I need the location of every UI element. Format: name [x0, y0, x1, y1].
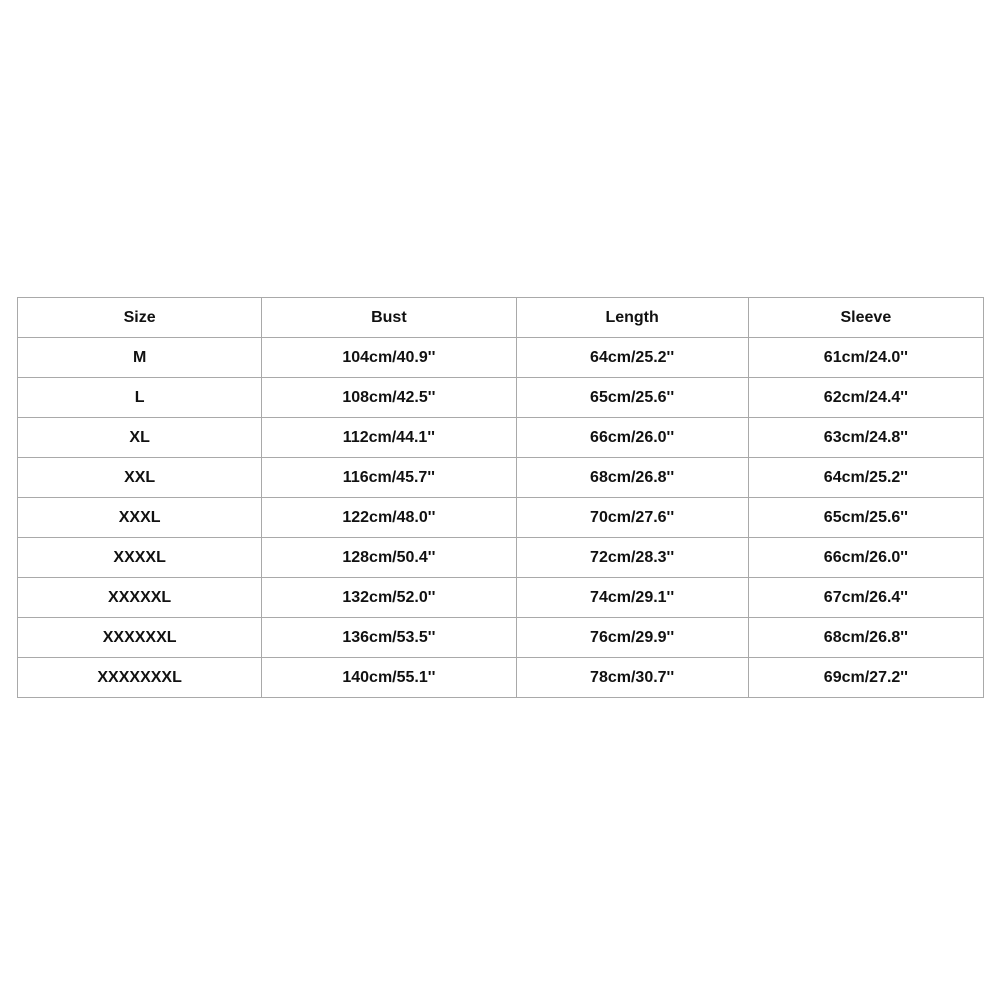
- sleeve-cell: 61cm/24.0'': [748, 338, 983, 378]
- header-sleeve: Sleeve: [748, 298, 983, 338]
- header-length: Length: [516, 298, 748, 338]
- length-cell: 76cm/29.9'': [516, 618, 748, 658]
- table-row: [18, 658, 984, 698]
- size-cell: XXXL: [18, 498, 262, 538]
- size-cell: M: [18, 338, 262, 378]
- sleeve-cell: 68cm/26.8'': [748, 618, 983, 658]
- length-cell: 70cm/27.6'': [516, 498, 748, 538]
- bust-cell: 112cm/44.1'': [262, 418, 516, 458]
- bust-cell: 140cm/55.1'': [262, 658, 516, 698]
- bust-cell: 108cm/42.5'': [262, 378, 516, 418]
- size-cell: XXXXXXL: [18, 618, 262, 658]
- size-cell: XXXXXXXL: [18, 658, 262, 698]
- table-row: [18, 418, 984, 458]
- bust-cell: 116cm/45.7'': [262, 458, 516, 498]
- length-cell: 68cm/26.8'': [516, 458, 748, 498]
- table-row: [18, 538, 984, 578]
- size-cell: L: [18, 378, 262, 418]
- bust-cell: 132cm/52.0'': [262, 578, 516, 618]
- bust-cell: 122cm/48.0'': [262, 498, 516, 538]
- sleeve-cell: 65cm/25.6'': [748, 498, 983, 538]
- size-cell: XXXXL: [18, 538, 262, 578]
- length-cell: 64cm/25.2'': [516, 338, 748, 378]
- header-row: [18, 298, 984, 338]
- table-row: [18, 338, 984, 378]
- table-row: [18, 498, 984, 538]
- sleeve-cell: 69cm/27.2'': [748, 658, 983, 698]
- size-cell: XXL: [18, 458, 262, 498]
- size-chart-header: [18, 298, 984, 338]
- bust-cell: 128cm/50.4'': [262, 538, 516, 578]
- sleeve-cell: 67cm/26.4'': [748, 578, 983, 618]
- length-cell: 74cm/29.1'': [516, 578, 748, 618]
- size-cell: XL: [18, 418, 262, 458]
- size-chart-table: [17, 297, 984, 698]
- table-row: [18, 578, 984, 618]
- header-bust: Bust: [262, 298, 516, 338]
- header-size: Size: [18, 298, 262, 338]
- length-cell: 78cm/30.7'': [516, 658, 748, 698]
- table-row: [18, 458, 984, 498]
- table-row: [18, 378, 984, 418]
- length-cell: 72cm/28.3'': [516, 538, 748, 578]
- sleeve-cell: 64cm/25.2'': [748, 458, 983, 498]
- length-cell: 65cm/25.6'': [516, 378, 748, 418]
- sleeve-cell: 62cm/24.4'': [748, 378, 983, 418]
- size-cell: XXXXXL: [18, 578, 262, 618]
- bust-cell: 104cm/40.9'': [262, 338, 516, 378]
- size-chart-body: [18, 338, 984, 698]
- sleeve-cell: 66cm/26.0'': [748, 538, 983, 578]
- bust-cell: 136cm/53.5'': [262, 618, 516, 658]
- sleeve-cell: 63cm/24.8'': [748, 418, 983, 458]
- length-cell: 66cm/26.0'': [516, 418, 748, 458]
- table-row: [18, 618, 984, 658]
